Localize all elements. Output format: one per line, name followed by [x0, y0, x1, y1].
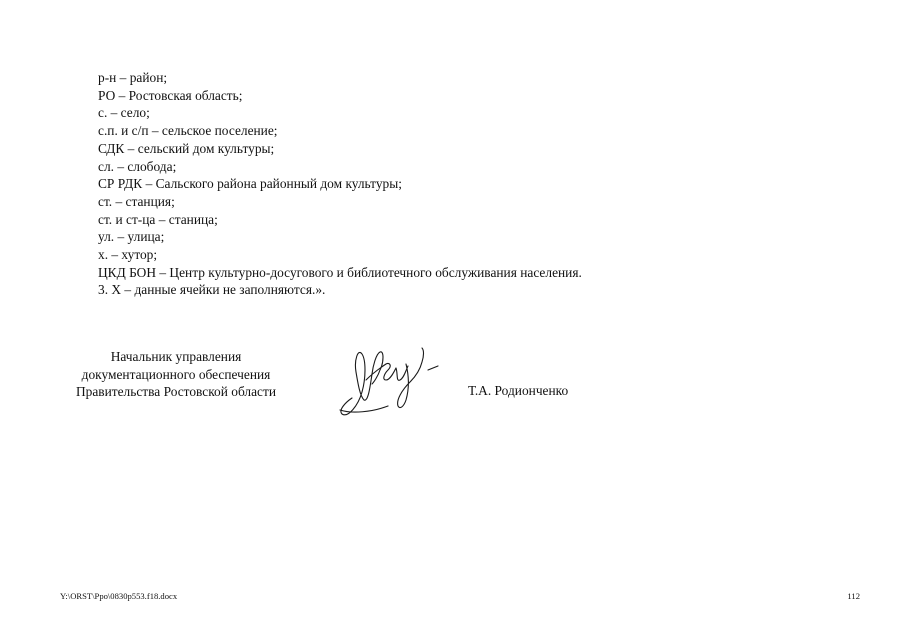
abbreviation-item: ул. – улица;	[98, 229, 165, 245]
abbreviation-item: СР РДК – Сальского района районный дом культуры;	[98, 176, 402, 192]
signatory-title-line: документационного обеспечения	[81, 366, 271, 382]
footer-file-path: Y:\ORST\Ppo\0830p553.f18.docx	[60, 591, 178, 601]
abbreviation-item: х. – хутор;	[98, 247, 158, 263]
handwritten-signature	[332, 340, 452, 420]
signatory-title	[56, 348, 296, 401]
abbreviations-list	[98, 69, 582, 299]
abbreviation-item: РО – Ростовская область;	[98, 87, 243, 103]
abbreviation-item: ст. и ст-ца – станица;	[98, 211, 218, 227]
abbreviation-item: сл. – слобода;	[98, 158, 177, 174]
abbreviation-item: с. – село;	[98, 105, 150, 121]
signatory-name: Т.А. Родионченко	[468, 383, 569, 398]
note-line: 3. Х – данные ячейки не заполняются.».	[98, 282, 326, 298]
abbreviation-item: ЦКД БОН – Центр культурно-досугового и библиотечного обслуживания населения.	[98, 264, 582, 280]
abbreviation-item: СДК – сельский дом культуры;	[98, 140, 275, 156]
signatory-title-line: Правительства Ростовской области	[75, 384, 277, 399]
signatory-title-line: Начальник управления	[110, 349, 242, 364]
abbreviation-item: ст. – станция;	[98, 193, 175, 209]
page-number: 112	[847, 591, 860, 601]
abbreviation-item: с.п. и с/п – сельское поселение;	[98, 123, 278, 139]
abbreviation-item: р-н – район;	[98, 70, 168, 85]
